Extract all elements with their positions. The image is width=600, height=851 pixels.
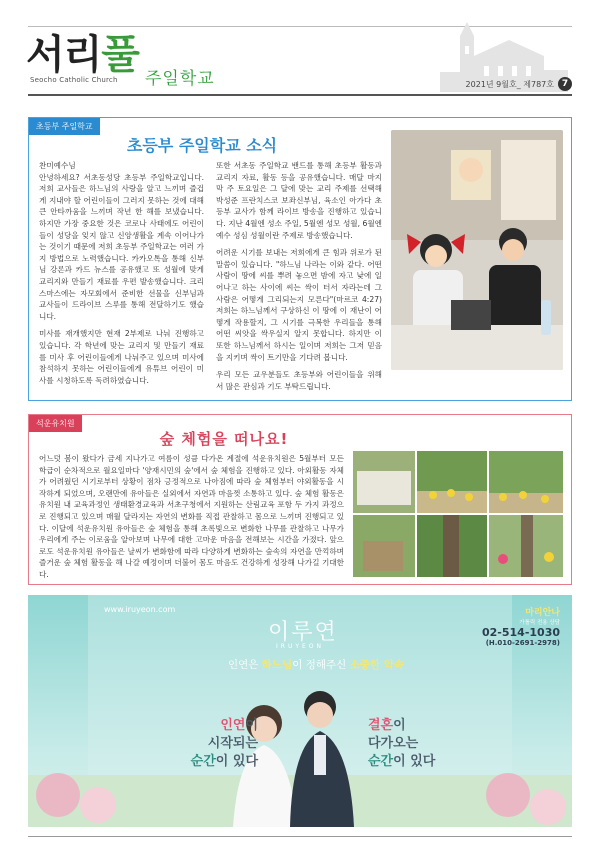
- article-column-1: [39, 160, 204, 392]
- forest-photo-collage: [353, 451, 563, 577]
- ad-logo-english: IRUYEON: [276, 643, 324, 650]
- article-forest-experience: [28, 414, 572, 585]
- paragraph: 어려운 시기를 보내는 저희에게 큰 힘과 위로가 된 말씀이 있습니다. "하느님 나라는 이와 같다. 어떤 사람이 땅에 씨를 뿌려 놓으면 밤에 자고 낮에 일어나고 하는 사이에 씨는 싹이 터서 자라는데 그 사람은 어떻게 그리되는지 모른다"(마르코 4:27) 저희는 하느님께서 구상하신 이 땅에 이 재난이 어떻게 작용할지, 그 시기를 극복한 우리들을 통해 어떤 씨앗을 싹우실지 알지 못합니다. 하지만 이 또한 하느님께서 하시는 일이며 저희는 그저 믿음을 지키며 싹이 트기만을 기다려 봅니다.: [216, 248, 382, 362]
- article-column-2: [216, 160, 382, 398]
- article-title: 숲 체험을 떠나요!: [159, 430, 289, 448]
- paragraph: 안녕하세요? 서초동성당 초등부 주일학교입니다. 저희 교사들은 하느님의 사랑을 알고 느끼며 즐겁게 지내야 할 어린이들이 그러지 못하는 것에 대해 큰 안타까움을 느끼며 작년 한 해를 보냈습니다. 하지만 가장 중요한 것은 코로나 사태에도 어린이들이 성당을 잊지 않고 신앙생활을 계속 이어나가는 것이기 때문에 저희 초등부 주일학교는 여러 가지 방법으로 노력했습니다. 카카오톡을 통해 신부님 강론과 카드 뉴스를 공유했고 또 성월에 맞게 교리지와 만들기 재료를 우편 발송했습니다. 크리스마스에는 자모회에서 준비한 선물을 신부님과 교사들이 드라이브 스루를 통해 전달하기도 했습니다.: [39, 172, 204, 321]
- ad-url: www.iruyeon.com: [104, 605, 176, 614]
- paragraph: 우리 모든 교우분들도 초등부와 어린이들을 위해서 많은 관심과 기도 부탁드립니다.: [216, 370, 382, 391]
- page-header: [0, 0, 600, 100]
- ad-logo: 이루연: [268, 620, 338, 645]
- paragraph: 찬미예수님: [39, 161, 76, 170]
- contact-mobile: (H.010-2691-2978): [485, 639, 560, 647]
- ad-left-copy: 인연이 시작되는 순간이 있다: [190, 718, 258, 769]
- contact-name: 마리안나: [525, 608, 560, 618]
- contact-subtitle: 가톨릭 전용 상담: [519, 620, 560, 626]
- advertisement-iruyeon: [28, 595, 572, 827]
- ad-slogan: 인연은 하느님이 정해주신 소중한 약속: [228, 659, 404, 671]
- live-broadcast-photo: [391, 130, 563, 370]
- paragraph: 또한 서초동 주일학교 밴드를 통해 초등부 활동과 교리지 자료, 활동 등을 공유했습니다. 매달 마지막 주 토요일은 그 달에 맞는 교리 주제를 선택해 박성준 프란치스코 보좌신부님, 육소인 아가다 초등부 교사가 함께 라이브 방송을 진행하고 있습니다. 지난 4월엔 성소 주일, 5월엔 성모 성월, 6월엔 예수 성심 성월이란 주제로 방송했습니다.: [216, 161, 382, 240]
- section-title: 주일학교: [145, 69, 215, 89]
- article-elementary-sunday-school: [28, 117, 572, 401]
- issue-label: 2021년 9월호_ 제787호: [465, 79, 554, 89]
- header-rule: [28, 94, 572, 96]
- article-tag: 석운유치원: [29, 415, 82, 432]
- ad-right-copy: 결혼이 다가오는 순간이 있다: [368, 718, 436, 769]
- contact-phone: 02-514-1030: [481, 626, 560, 639]
- paragraph: 어느덧 봄이 왔다가 금세 지나가고 여름이 성큼 다가온 계절에 석운유치원은 5월부터 모든 학급이 순차적으로 월요일마다 '양재시민의 숲'에서 숲 체험을 진행하고 있다. 아외활동 자체가 어려웠던 시기로부터 상황이 점차 긍정적으로 나아짐에 따라 숲 체험부터 야외활동을 시작하게 되었으며, 오랜만에 유아들은 실외에서 자연과 마음껏 소통하고 있다. 숲 체험 활동은 유치원 내 교육과정인 생태환경교육과 서초구청에서 지원하는 산림교육 포함 두 가지 과정으로 진행되고 있으며 매월 달라지는 자연의 변화를 직접 관찰하고 몸으로 느끼며 진행되고 있다. 이달에 석운유치원 유아들은 숲 체험을 통해 초록빛으로 변화한 나무를 관찰하고 나무가 우리에게 주는 이로움을 알아보며 나무에 대한 고마운 마음을 전해보는 시간을 가졌다. 앞으로도 석운유치원 유아들은 날씨가 변화함에 따라 다양하게 변화하는 숲속의 자연을 만끽하며 즐거운 숲 체험 활동을 해 나갈 예정이며 더불어 몸도 마음도 건강하게 성장해 나가길 기대한다.: [39, 454, 344, 579]
- issue-info: [466, 77, 572, 91]
- paragraph: 미사를 재개했지만 현재 2부제로 나눠 진행하고 있습니다. 각 학년에 맞는 교리지 및 만들기 재료를 미사 후 어린이들에게 나눠주고 있으며 미사에 참석하지 못하는 어린이들에게 유튜브 어린이 미사를 시청하도록 독려하였습니다.: [39, 329, 204, 385]
- page-number: 7: [558, 77, 572, 91]
- newsletter-logo: 서리풀: [26, 32, 139, 78]
- article-title: 초등부 주일학교 소식: [126, 136, 278, 155]
- article-body: [39, 453, 344, 587]
- article-tag: 초등부 주일학교: [29, 118, 100, 135]
- logo-subtitle: Seocho Catholic Church: [30, 76, 118, 84]
- bottom-rule: [28, 836, 572, 837]
- ad-contact: [482, 605, 560, 647]
